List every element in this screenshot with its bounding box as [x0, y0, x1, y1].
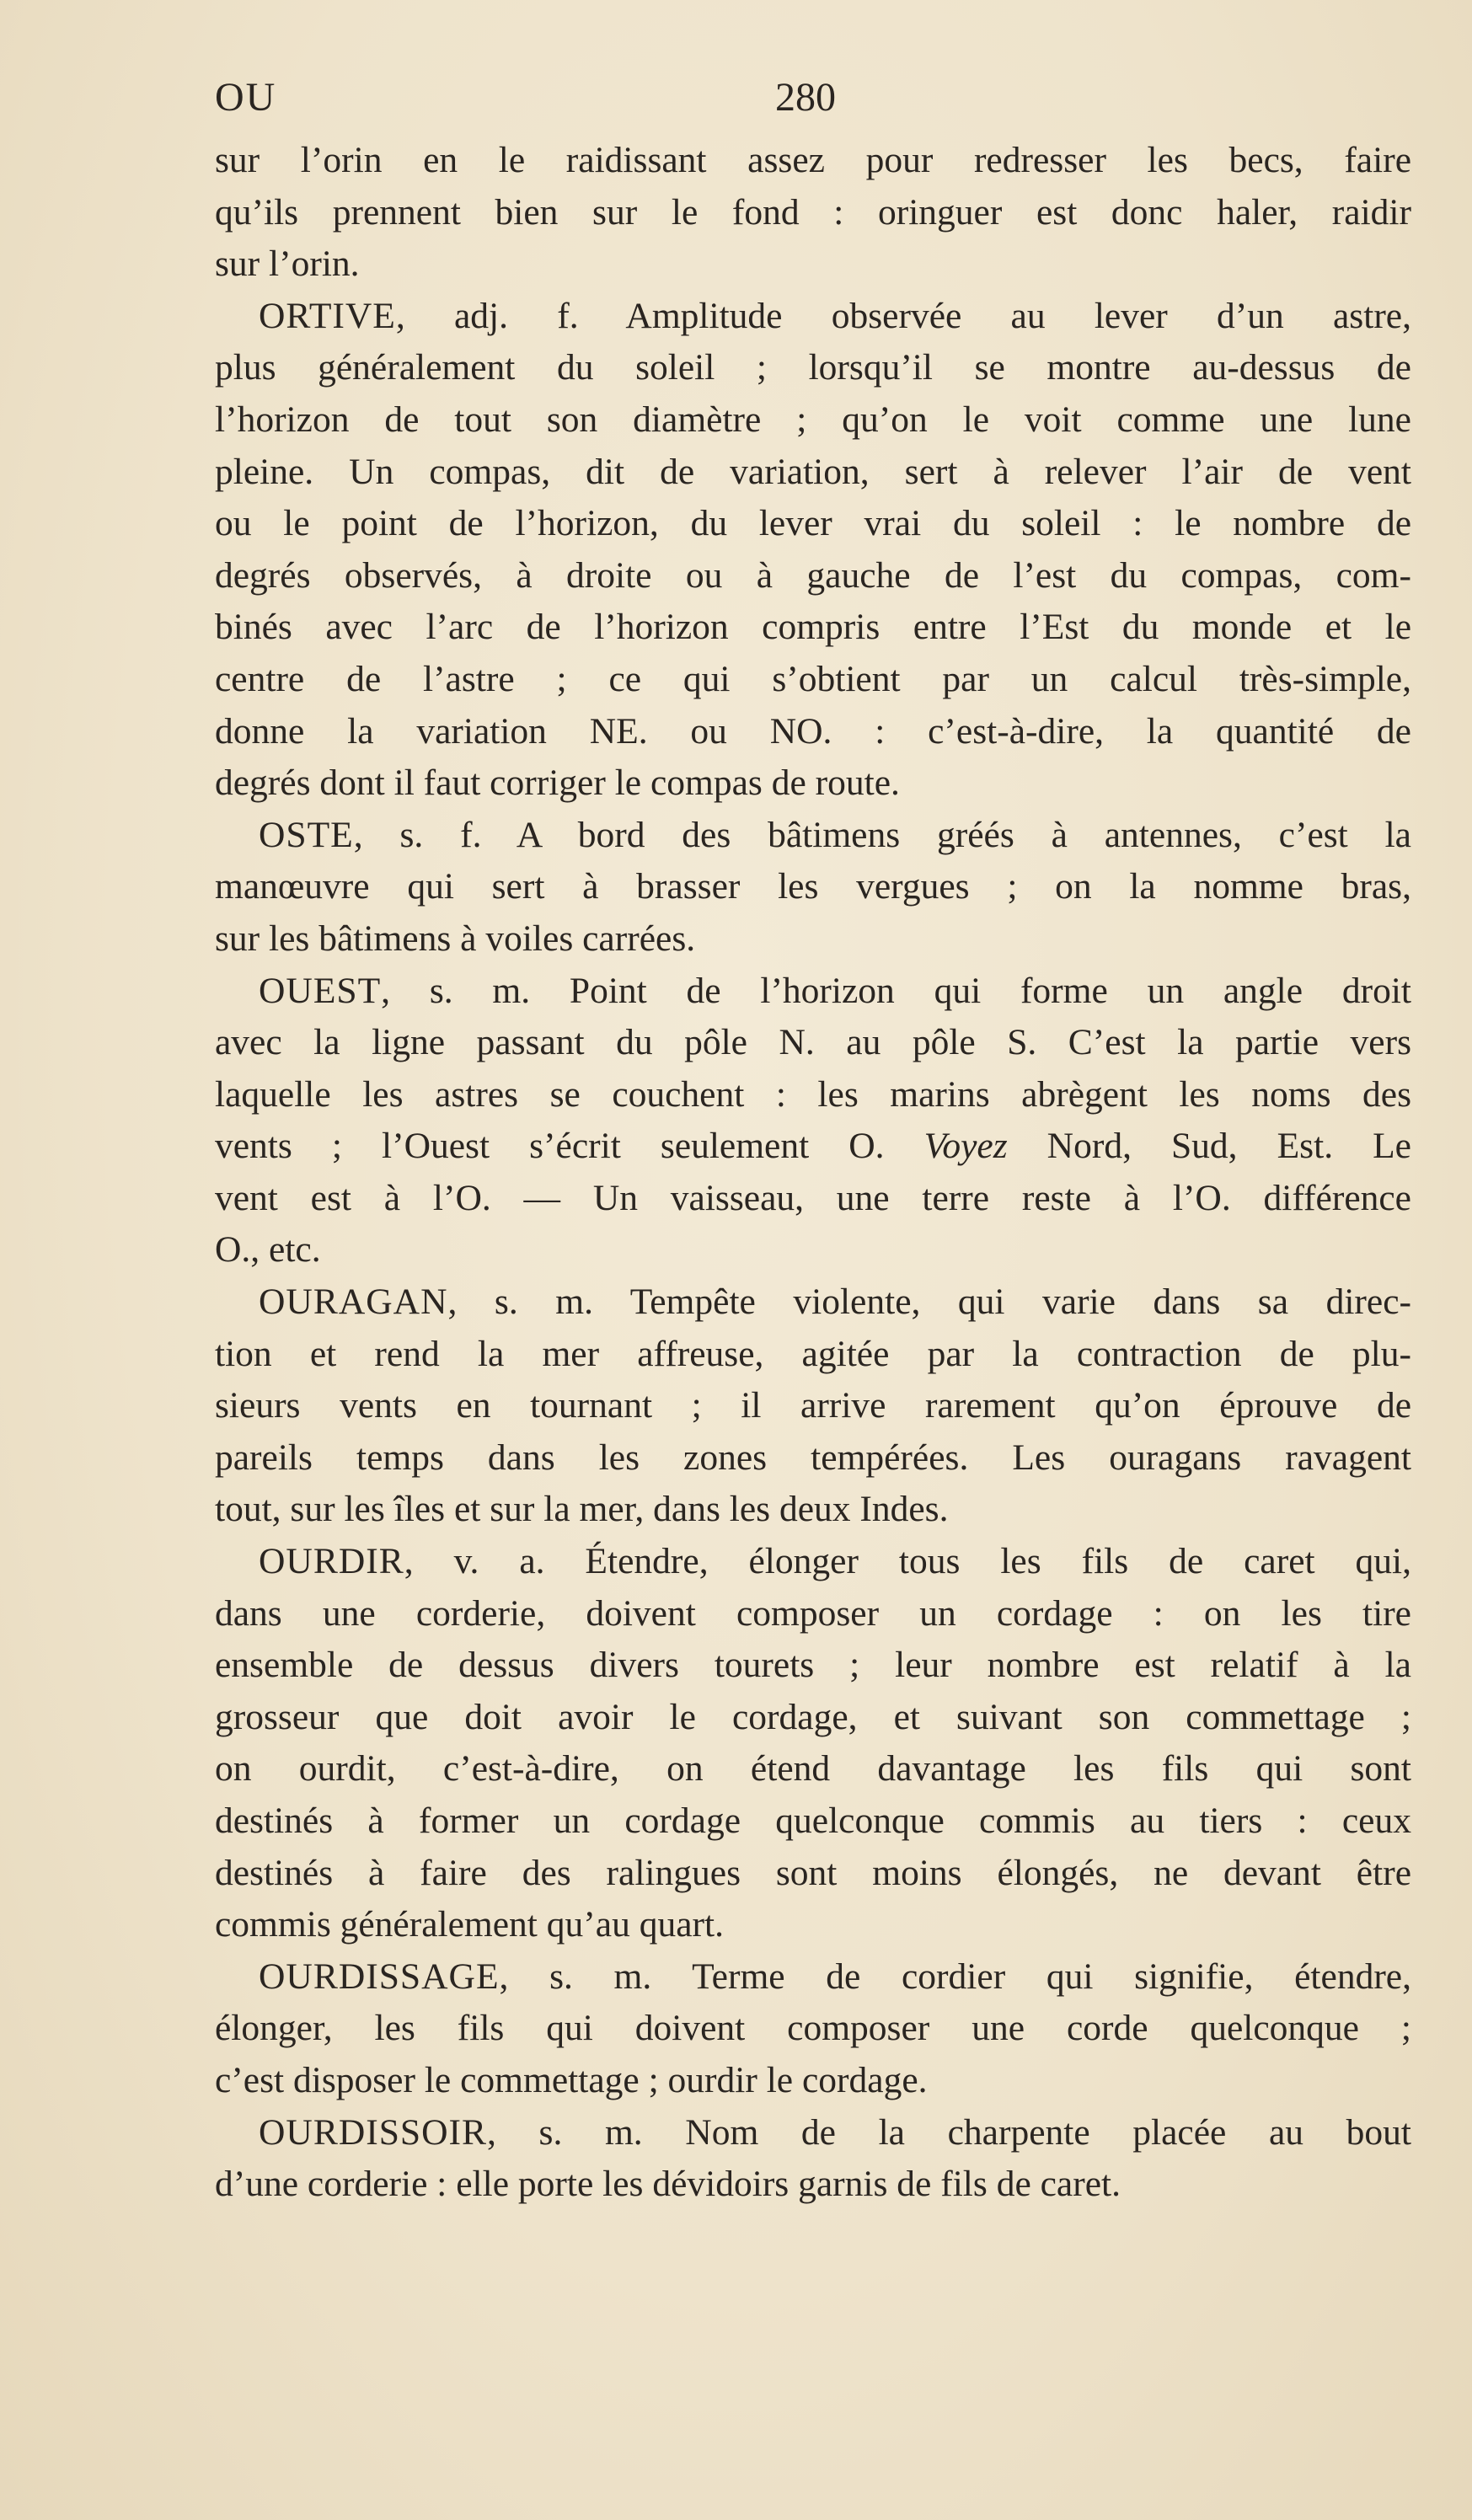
- line-text: destinés à faire des ralingues sont moins élongés, ne devant être: [215, 1852, 1411, 1893]
- line-text: vents ; l’Ouest s’écrit seulement O.: [215, 1126, 924, 1167]
- entry-headword: OUEST: [259, 970, 382, 1011]
- line-text: centre de l’astre ; ce qui s’obtient par un calcul très-simple,: [215, 658, 1411, 699]
- text-line: [215, 2159, 1411, 2211]
- line-text: c’est disposer le commettage ; ourdir le cordage.: [215, 2059, 928, 2100]
- text-line: [215, 1432, 1411, 1485]
- entry-first-line: [215, 966, 1411, 1018]
- line-text: vent est à l’O. — Un vaisseau, une terre reste à l’O. différence: [215, 1177, 1411, 1218]
- entry-headword: OSTE: [259, 814, 354, 855]
- line-text: destinés à former un cordage quelconque commis au tiers : ceux: [215, 1800, 1411, 1841]
- line-text: sur l’orin en le raidissant assez pour redresser les becs, faire: [215, 140, 1411, 180]
- text-line: [215, 1588, 1411, 1640]
- line-text: binés avec l’arc de l’horizon compris entre l’Est du monde et le: [215, 607, 1411, 648]
- line-text: l’horizon de tout son diamètre ; qu’on le voit comme une lune: [215, 399, 1411, 440]
- text-line: [215, 1795, 1411, 1848]
- line-text: , adj. f. Amplitude observée au lever d’un astre,: [395, 295, 1411, 336]
- text-line: [215, 342, 1411, 394]
- entry-first-line: [215, 1951, 1411, 2004]
- text-line: [215, 1329, 1411, 1381]
- line-text: dans une corderie, doivent composer un cordage : on les tire: [215, 1592, 1411, 1634]
- line-text: , s. m. Point de l’horizon qui forme un angle droit: [381, 970, 1411, 1011]
- entry-first-line: [215, 810, 1411, 862]
- page-number: 280: [775, 75, 836, 120]
- line-text: grosseur que doit avoir le cordage, et suivant son commettage ;: [215, 1696, 1411, 1737]
- running-head-word: OU: [215, 75, 277, 120]
- text-line: [215, 1017, 1411, 1069]
- text-line: [215, 706, 1411, 758]
- line-text: manœuvre qui sert à brasser les vergues ; on la nomme bras,: [215, 866, 1411, 907]
- line-text: pareils temps dans les zones tempérées. Les ouragans ravagent: [215, 1437, 1411, 1478]
- line-text: Nord, Sud, Est. Le: [1007, 1126, 1411, 1167]
- text-line: [215, 1743, 1411, 1795]
- text-line: [215, 1380, 1411, 1432]
- line-text: sieurs vents en tournant ; il arrive rarement qu’on éprouve de: [215, 1385, 1411, 1426]
- line-text: , s. m. Terme de cordier qui signifie, étendre,: [499, 1956, 1411, 1997]
- entry-first-line: [215, 1536, 1411, 1588]
- entry-headword: OURAGAN: [259, 1281, 448, 1323]
- line-text: , s. m. Tempête violente, qui varie dans sa direc-: [447, 1281, 1411, 1323]
- text-line: [215, 2055, 1411, 2107]
- entry-headword: OURDISSAGE: [259, 1956, 500, 1997]
- line-text: on ourdit, c’est-à-dire, on étend davantage les fils qui sont: [215, 1748, 1411, 1790]
- line-text: pleine. Un compas, dit de variation, sert à relever l’air de vent: [215, 451, 1411, 492]
- text-line: [215, 394, 1411, 447]
- line-text: degrés observés, à droite ou à gauche de l’est du compas, com-: [215, 554, 1411, 596]
- text-line: [215, 602, 1411, 654]
- entry-headword: OURDIR: [259, 1541, 404, 1582]
- text-line: [215, 1484, 1411, 1536]
- text-line: [215, 861, 1411, 913]
- text-line: [215, 498, 1411, 550]
- text-line: [215, 1173, 1411, 1225]
- line-text: sur les bâtimens à voiles carrées.: [215, 918, 696, 959]
- text-line: [215, 913, 1411, 966]
- text-line: [215, 1848, 1411, 1900]
- line-text: ou le point de l’horizon, du lever vrai du soleil : le nombre de: [215, 503, 1411, 544]
- line-text: O., etc.: [215, 1229, 321, 1271]
- entry-headword: ORTIVE: [259, 295, 396, 336]
- running-head: [215, 74, 1411, 125]
- text-line: [215, 1692, 1411, 1744]
- line-text: degrés dont il faut corriger le compas de route.: [215, 762, 900, 804]
- line-text: laquelle les astres se couchent : les marins abrègent les noms des: [215, 1073, 1411, 1115]
- text-line: [215, 187, 1411, 239]
- line-text: donne la variation NE. ou NO. : c’est-à-dire, la quantité de: [215, 710, 1411, 752]
- line-text: qu’ils prennent bien sur le fond : oringuer est donc haler, raidir: [215, 191, 1411, 233]
- entry-first-line: [215, 291, 1411, 343]
- line-text: élonger, les fils qui doivent composer une corde quelconque ;: [215, 2008, 1411, 2049]
- line-text: d’une corderie : elle porte les dévidoirs garnis de fils de caret.: [215, 2164, 1121, 2205]
- text-line: [215, 1899, 1411, 1951]
- line-text: , v. a. Étendre, élonger tous les fils de caret qui,: [404, 1541, 1411, 1582]
- line-text: tion et rend la mer affreuse, agitée par la contraction de plu-: [215, 1333, 1411, 1374]
- line-text: , s. f. A bord des bâtimens gréés à antennes, c’est la: [353, 814, 1411, 855]
- italic-reference: Voyez: [923, 1126, 1008, 1167]
- entry-headword: OURDISSOIR: [259, 2111, 488, 2153]
- text-line: [215, 2003, 1411, 2055]
- text-line: [215, 238, 1411, 291]
- text-line: [215, 654, 1411, 706]
- line-text: tout, sur les îles et sur la mer, dans les deux Indes.: [215, 1489, 949, 1530]
- text-line: [215, 135, 1411, 187]
- text-line: [215, 1640, 1411, 1692]
- text-line: [215, 550, 1411, 602]
- text-line: [215, 1069, 1411, 1121]
- line-text: sur l’orin.: [215, 243, 360, 285]
- text-line: [215, 1224, 1411, 1276]
- line-text: plus généralement du soleil ; lorsqu’il se montre au-dessus de: [215, 347, 1411, 388]
- text-line: [215, 1121, 1411, 1173]
- text-line: [215, 447, 1411, 499]
- text-line: [215, 757, 1411, 810]
- dictionary-text: [215, 135, 1411, 2211]
- line-text: commis généralement qu’au quart.: [215, 1904, 724, 1945]
- line-text: avec la ligne passant du pôle N. au pôle S. C’est la partie vers: [215, 1022, 1411, 1063]
- entry-first-line: [215, 1276, 1411, 1329]
- entry-first-line: [215, 2107, 1411, 2159]
- line-text: ensemble de dessus divers tourets ; leur nombre est relatif à la: [215, 1645, 1411, 1686]
- line-text: , s. m. Nom de la charpente placée au bout: [487, 2111, 1411, 2153]
